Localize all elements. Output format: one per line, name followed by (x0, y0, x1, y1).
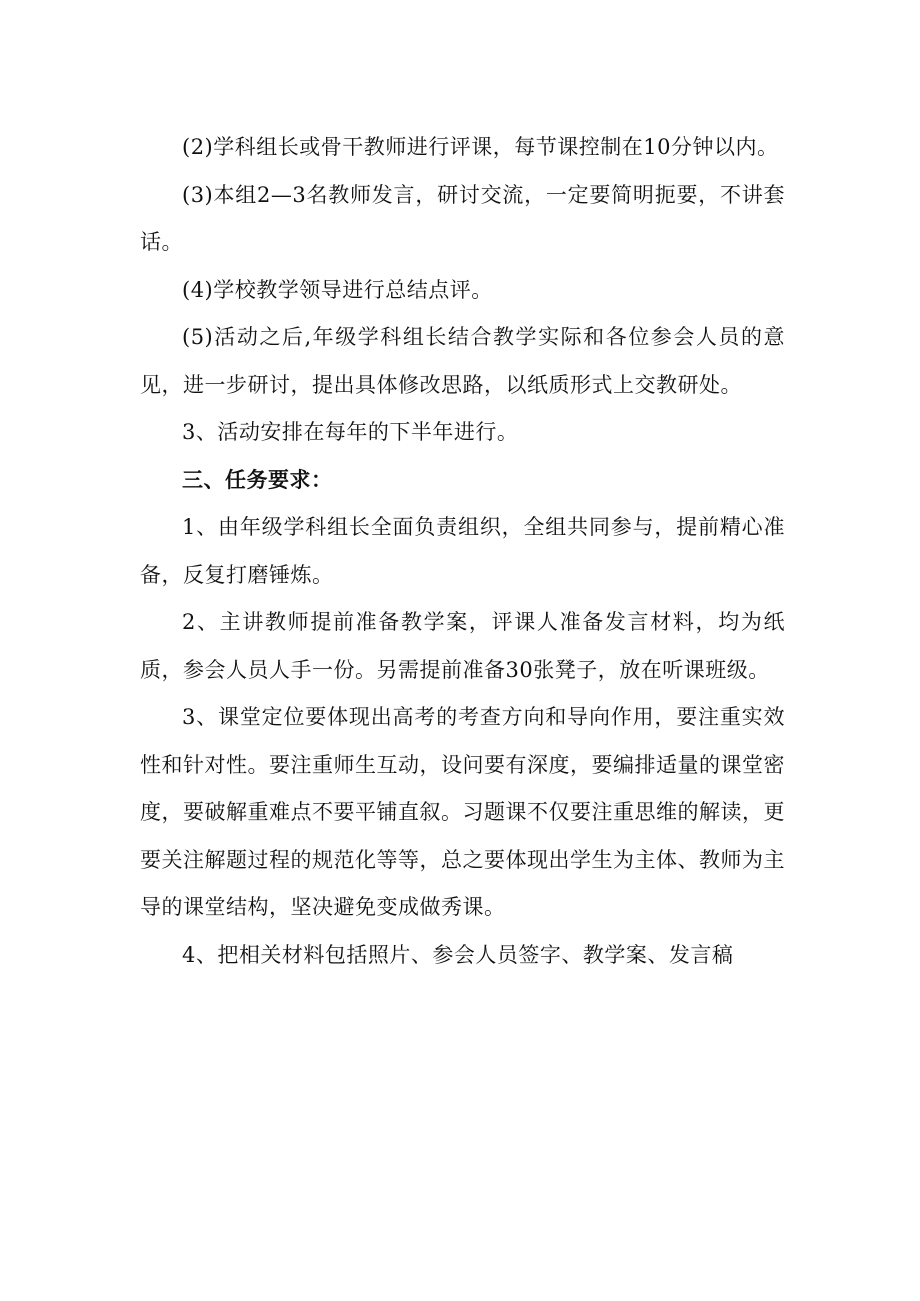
paragraph-requirement-1: 1、由年级学科组长全面负责组织，全组共同参与，提前精心准备，反复打磨锤炼。 (140, 515, 785, 587)
section-heading-task-requirements: 三、任务要求： (182, 467, 333, 492)
paragraph-item-4: (4)学校教学领导进行总结点评。 (182, 277, 493, 302)
paragraph-requirement-4: 4、把相关材料包括照片、参会人员签字、教学案、发言稿 (182, 942, 734, 967)
paragraph-requirement-2: 2、主讲教师提前准备教学案，评课人准备发言材料，均为纸质，参会人员人手一份。另需提前准备30张凳子，放在听课班级。 (140, 610, 785, 682)
document-body (140, 124, 785, 979)
paragraph-item-2: (2)学科组长或骨干教师进行评课，每节课控制在10分钟以内。 (182, 135, 779, 159)
paragraph-item-5: (5)活动之后,年级学科组长结合教学实际和各位参会人员的意见，进一步研讨，提出具体修改思路，以纸质形式上交教研处。 (140, 325, 785, 397)
paragraph-requirement-3: 3、课堂定位要体现出高考的考查方向和导向作用，要注重实效性和针对性。要注重师生互动，设问要有深度，要编排适量的课堂密度，要破解重难点不要平铺直叙。习题课不仅要注重思维的解读，更要关注解题过程的规范化等等，总之要体现出学生为主体、教师为主导的课堂结构，坚决避免变成做秀课。 (140, 705, 785, 919)
paragraph-item-3: (3)本组2—3名教师发言，研讨交流，一定要简明扼要，不讲套话。 (140, 182, 785, 254)
paragraph-activity-schedule: 3、活动安排在每年的下半年进行。 (182, 420, 519, 444)
